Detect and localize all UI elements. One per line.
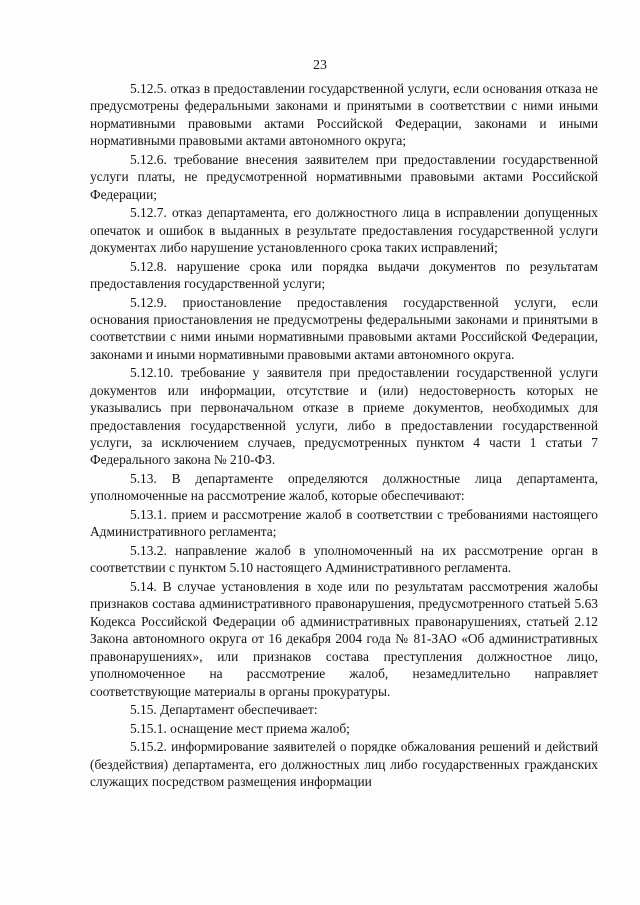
paragraph-5-14: 5.14. В случае установления в ходе или по результатам рассмотрения жалобы признаков состава административного правонарушения, предусмотренного статьей 5.63 Кодекса Российской Федерации об административных правонарушениях, статьей 2.12 Закона автономного округа от 16 декабря 2004 года № 81-ЗАО «Об административных правонарушениях», или признаков состава преступления должностное лицо, уполномоченное на рассмотрение жалоб, незамедлительно направляет соответствующие материалы в органы прокуратуры. — [90, 579, 598, 699]
page-number: 23 — [313, 58, 327, 73]
paragraph-5-15-1: 5.15.1. оснащение мест приема жалоб; — [130, 720, 350, 736]
paragraph-5-13-2: 5.13.2. направление жалоб в уполномоченный на их рассмотрение орган в соответствии с пунктом 5.10 настоящего Административного регламента. — [90, 543, 598, 576]
paragraph-5-12-10: 5.12.10. требование у заявителя при предоставлении государственной услуги документов или информации, отсутствие и (или) недостоверность которых не указывались при первоначальном отказе в приеме документов, необходимых для предоставления государственной услуги, либо в предоставлении государственной услуги, за исключением случаев, предусмотренных пунктом 4 части 1 статьи 7 Федерального закона № 210-ФЗ. — [90, 365, 598, 468]
paragraph-5-12-7: 5.12.7. отказ департамента, его должностного лица в исправлении допущенных опечаток и ошибок в выданных в результате предоставления государственной услуги документах либо нарушение установленного срока таких исправлений; — [90, 205, 598, 256]
document-body — [90, 80, 598, 792]
paragraph-5-12-5: 5.12.5. отказ в предоставлении государственной услуги, если основания отказа не предусмотрены федеральными законами и принятыми в соответствии с ними иными нормативными правовыми актами Российской Федерации, законами и иными нормативными правовыми актами автономного округа; — [90, 81, 598, 149]
paragraph-5-12-6: 5.12.6. требование внесения заявителем при предоставлении государственной услуги платы, не предусмотренной нормативными правовыми актами Российской Федерации; — [90, 151, 598, 202]
paragraph-5-12-9: 5.12.9. приостановление предоставления государственной услуги, если основания приостановления не предусмотрены федеральными законами и принятыми в соответствии с ними иными нормативными правовыми актами Российской Федерации, законами и иными нормативными правовыми актами автономного округа. — [90, 294, 598, 362]
paragraph-5-15-2: 5.15.2. информирование заявителей о порядке обжалования решений и действий (бездействия) департамента, его должностных лиц либо государственных гражданских служащих посредством размещения информации — [90, 739, 598, 790]
paragraph-5-13-1: 5.13.1. прием и рассмотрение жалоб в соответствии с требованиями настоящего Административного регламента; — [90, 507, 598, 540]
paragraph-5-15: 5.15. Департамент обеспечивает: — [130, 702, 318, 718]
paragraph-5-12-8: 5.12.8. нарушение срока или порядка выдачи документов по результатам предоставления государственной услуги; — [90, 258, 598, 292]
paragraph-5-13: 5.13. В департаменте определяются должностные лица департамента, уполномоченные на рассмотрение жалоб, которые обеспечивают: — [90, 471, 598, 504]
